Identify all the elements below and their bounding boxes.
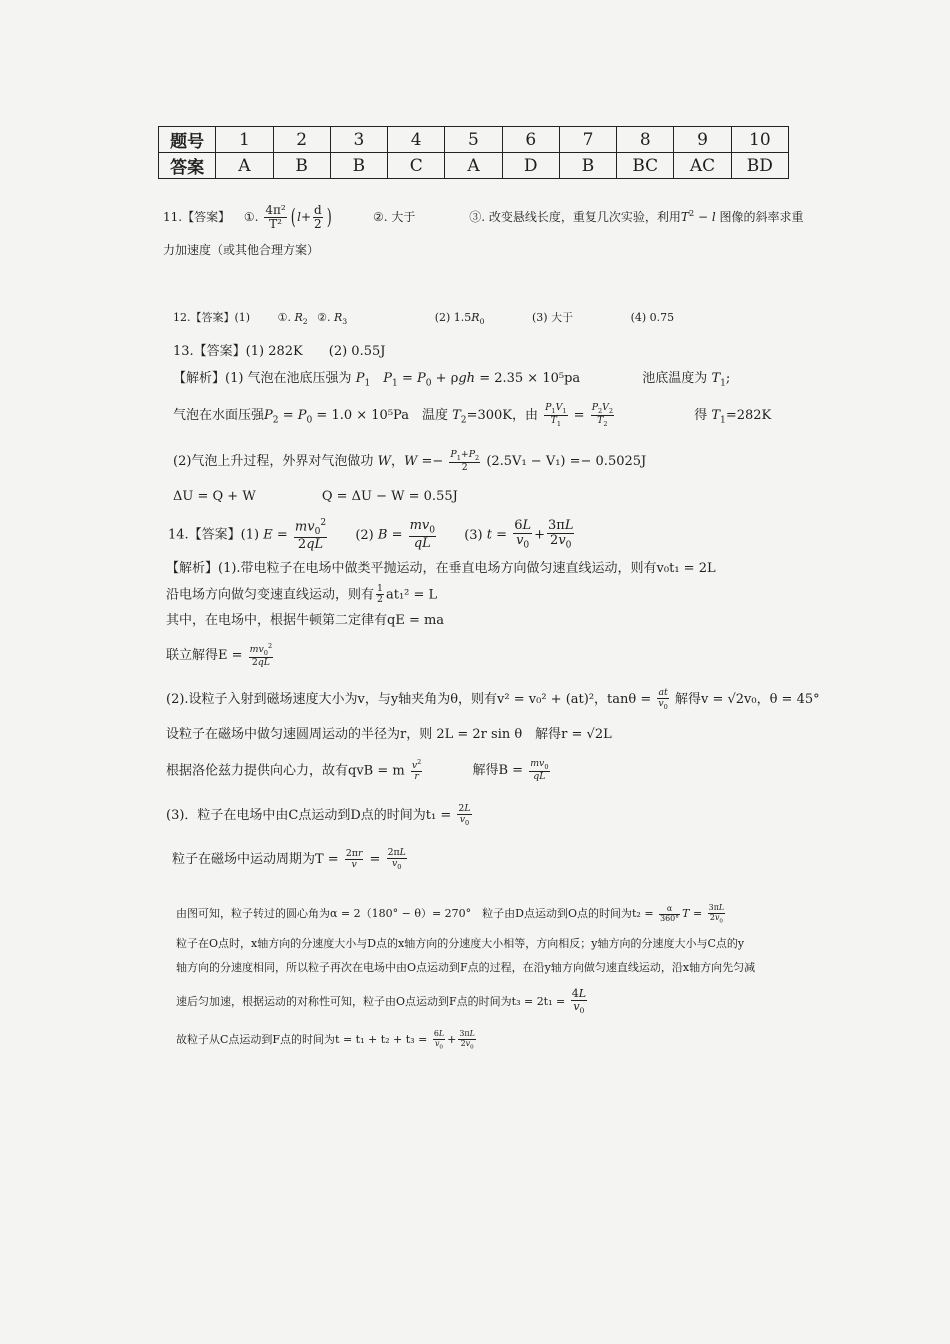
table-row <box>159 153 789 179</box>
q14-h2: 粒子在O点时，x轴方向的分速度大小与D点的x轴方向的分速度大小相等，方向相反；y轴方向的分速度大小与C点的y <box>176 937 745 950</box>
table-cell: 9 <box>674 127 731 153</box>
table-cell: BC <box>617 153 674 179</box>
q14-h4: 速后匀加速，根据运动的对称性可知，粒子由O点运动到F点的时间为t₃ = 2t₁ = $\frac{4L}{v_0}$ <box>176 987 587 1016</box>
table-cell: 3 <box>330 127 387 153</box>
q12-line: 12.【答案】(1) ①. $R_2$ ②. $R_3$ (2) $1.5R_0$ (3) 大于 (4) 0.75 <box>173 311 675 327</box>
q14-g2: 粒子在磁场中运动周期为T = $\frac{2\pi r}{v}$ = $\frac{2\pi L}{v_0}$ <box>172 847 406 872</box>
table-cell: C <box>388 153 445 179</box>
table-cell: B <box>273 153 330 179</box>
q13-analysis-2: 气泡在水面压强$P_2 = P_0 = 1.0 \times 10^5Pa$ 温度 $T_2=300K$，由 $\frac{P_1V_1}{T_1}$ = $\frac{P_2V_2}{T_2}$ 得 $T_1=282K$ <box>173 402 772 428</box>
q11-inner-fraction: $\frac{d}{2}$ <box>314 203 322 232</box>
q14-e2: 沿电场方向做匀变速直线运动，则有 $\frac{1}{2}$ at₁² = L <box>166 583 438 606</box>
q11-line2: 力加速度（或其他合理方案） <box>163 243 320 257</box>
q11-c3: ③. 改变悬线长度，重复几次实验，利用 <box>469 210 681 225</box>
q14-f2: 设粒子在磁场中做匀速圆周运动的半径为r，则 2L = 2r sin θ 解得r = √2L <box>166 727 612 742</box>
table-cell: 8 <box>617 127 674 153</box>
q13-analysis-3: (2)气泡上升过程，外界对气泡做功 W，W =− $\frac{P_1+P_2}{2}$ (2.5V₁ − V₁) =− 0.5025J <box>173 449 647 474</box>
q14-h3: 轴方向的分速度相同，所以粒子再次在电场中由O点运动到F点的过程，在沿y轴方向做匀速直线运动，沿x轴方向先匀减 <box>176 961 756 974</box>
table-cell: A <box>216 153 273 179</box>
q14-f3: 根据洛伦兹力提供向心力，故有qvB = m $\frac{v^2}{r}$ 解得B = $\frac{mv_0}{qL}$ <box>166 758 549 783</box>
answer-table <box>158 126 789 179</box>
q13-analysis-4: ΔU = Q + W Q = ΔU − W = 0.55J <box>173 489 458 504</box>
table-cell: 6 <box>502 127 559 153</box>
q11-c1: ①. <box>243 210 259 225</box>
q14-h1: 由图可知，粒子转过的圆心角为α = 2（180° − θ）= 270° 粒子由D点运动到O点的时间为t₂ = $\frac{\alpha}{360^\circ}$ T = $\frac{3\pi L}{2v_0}$ <box>176 903 725 925</box>
q13-analysis-1: 【解析】(1) 气泡在池底压强为 $P_1$ $P_1 = P_0 + \rho gh = 2.35 \times 10^5pa$ 池底温度为 $T_1$; <box>173 371 731 389</box>
q13-answer: 13.【答案】(1) 282K (2) 0.55J <box>173 344 386 359</box>
table-cell: B <box>559 153 616 179</box>
table-cell: AC <box>674 153 731 179</box>
q14-e1: 【解析】(1).带电粒子在电场中做类平抛运动，在垂直电场方向做匀速直线运动，则有v₀t₁ = 2L <box>166 561 716 576</box>
table-cell: A <box>445 153 502 179</box>
q14-e4: 联立解得E = $\frac{mv_0^2}{2qL}$ <box>166 642 273 669</box>
table-cell: 4 <box>388 127 445 153</box>
q11-line1: 11.【答案】 ①. $\frac{\text{4π²}}{\text{T²}}$ ( l+ $\frac{d}{2}$ ) ②. 大于 ③. 改变悬线长度，重复几次实验，利用$T^2 - l$ 图像的斜率求重 <box>163 203 804 232</box>
table-cell: BD <box>731 153 788 179</box>
row-header-answer: 答案 <box>159 153 216 179</box>
row-header-number: 题号 <box>159 127 216 153</box>
q11-c2: ②. 大于 <box>372 210 416 225</box>
q14-answer: 14.【答案】(1) E = $\frac{mv_0^2}{2qL}$ (2) B = $\frac{mv_0}{qL}$ (3) t = $\frac{6L}{v_0}$ + $\frac{3\pi L}{2v_0}$ <box>168 518 574 552</box>
table-cell: 1 <box>216 127 273 153</box>
q11-label: 11.【答案】 <box>163 210 231 225</box>
q14-h5: 故粒子从C点运动到F点的时间为t = t₁ + t₂ + t₃ = $\frac{6L}{v_0}$ + $\frac{3\pi L}{2v_0}$ <box>176 1029 475 1051</box>
table-cell: 10 <box>731 127 788 153</box>
q14-f1: (2).设粒子入射到磁场速度大小为v，与y轴夹角为θ，则有v² = v₀² + (at)²，tanθ = $\frac{at}{v_0}$ 解得v = √2v₀，θ = 45° <box>166 687 820 712</box>
q14-e3: 其中，在电场中，根据牛顿第二定律有qE = ma <box>166 613 445 628</box>
table-cell: 5 <box>445 127 502 153</box>
table-cell: B <box>330 153 387 179</box>
table-cell: 7 <box>559 127 616 153</box>
table-cell: 2 <box>273 127 330 153</box>
q11-fraction: $\frac{\text{4π²}}{\text{T²}}$ <box>265 203 286 232</box>
table-cell: D <box>502 153 559 179</box>
q14-g1: (3)．粒子在电场中由C点运动到D点的时间为t₁ = $\frac{2L}{v_0}$ <box>166 803 471 828</box>
table-row <box>159 127 789 153</box>
